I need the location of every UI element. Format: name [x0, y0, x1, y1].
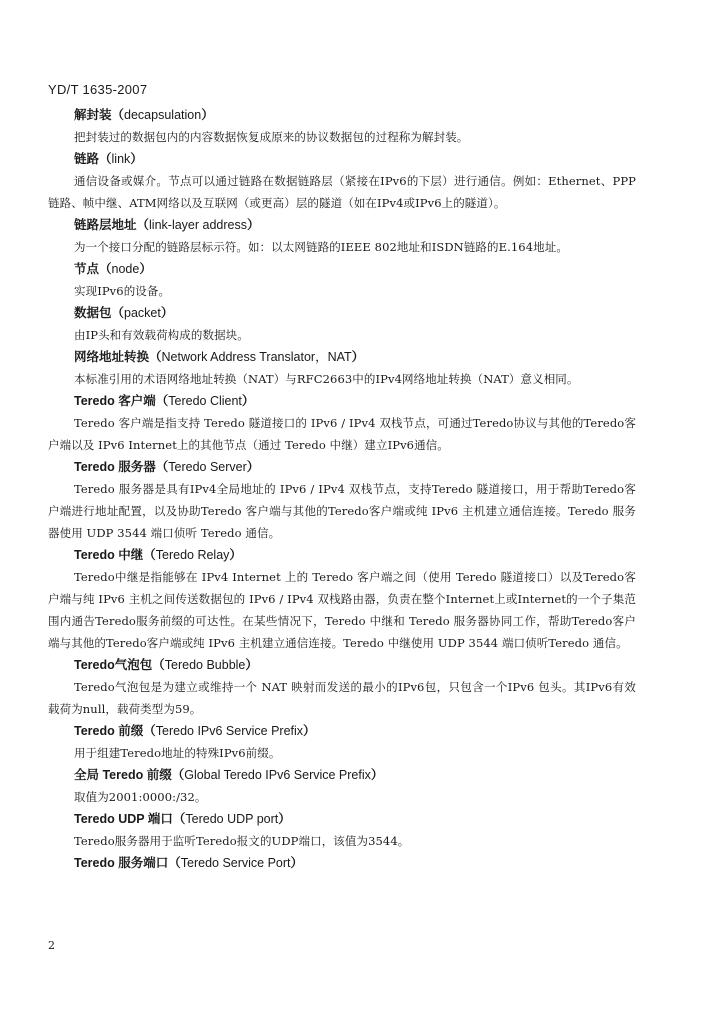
- term-zh: Teredo 前缀: [74, 724, 144, 738]
- term-zh: 链路层地址: [74, 218, 137, 232]
- term-zh: 全局 Teredo 前缀: [74, 768, 172, 782]
- term-definition: Teredo气泡包是为建立或维持一个 NAT 映射而发送的最小的IPv6包，只包含一个IPv6 包头。其IPv6有效载荷为null，载荷类型为59。: [48, 680, 636, 716]
- term-definition: 通信设备或媒介。节点可以通过链路在数据链路层（紧接在IPv6的下层）进行通信。例如：Ethernet、PPP链路、帧中继、ATM网络以及互联网（或更高）层的隧道（如在IPv4或IPv6上的隧道）。: [48, 174, 636, 210]
- term-heading: Teredo 客户端（Teredo Client）: [74, 394, 255, 408]
- term-definition: Teredo服务器用于监听Teredo报文的UDP端口，该值为3544。: [74, 834, 410, 848]
- standard-id: YD/T 1635-2007: [48, 82, 148, 97]
- term-zh: 数据包: [74, 306, 112, 320]
- term-en: Teredo Server: [168, 460, 247, 474]
- term-en: Teredo IPv6 Service Prefix: [155, 724, 304, 738]
- term-heading: Teredo 服务器（Teredo Server）: [74, 460, 260, 474]
- term-en: Teredo Client: [168, 394, 242, 408]
- term-heading: 网络地址转换（Network Address Translator，NAT）: [74, 350, 365, 364]
- term-zh: 节点: [74, 262, 100, 276]
- term-definition: 取值为2001:0000:/32。: [74, 790, 207, 804]
- term-heading: 数据包（packet）: [74, 306, 174, 320]
- term-definition: Teredo中继是指能够在 IPv4 Internet 上的 Teredo 客户端之间（使用 Teredo 隧道接口）以及Teredo客户端与纯 IPv6 主机之间传送数据包的 IPv6 / IPv4 双栈路由器，负责在整个Internet上或Internet的一个子集范围内通告Teredo服务前缀的可达性。在某些情况下，Teredo 中继和 Teredo 服务器协同工作，帮助Teredo客户端与其他的Teredo客户端或纯 IPv6 主机建立通信连接。Teredo 中继使用 UDP 3544 端口侦听Teredo 通信。: [48, 570, 636, 650]
- term-en: link-layer address: [149, 218, 247, 232]
- term-heading: 节点（node）: [74, 262, 152, 276]
- terms-list: [48, 104, 636, 874]
- term-zh: Teredo 服务器: [74, 460, 156, 474]
- term-en: Teredo Bubble: [164, 658, 246, 672]
- term-en: Teredo Relay: [155, 548, 230, 562]
- term-heading: Teredo UDP 端口（Teredo UDP port）: [74, 812, 291, 826]
- term-heading: Teredo 中继（Teredo Relay）: [74, 548, 242, 562]
- term-zh: Teredo UDP 端口: [74, 812, 173, 826]
- term-en: Teredo Service Port: [180, 856, 291, 870]
- term-zh: Teredo 服务端口: [74, 856, 169, 870]
- term-heading: 解封装（decapsulation）: [74, 108, 214, 122]
- term-definition: Teredo 客户端是指支持 Teredo 隧道接口的 IPv6 / IPv4 双栈节点，可通过Teredo协议与其他的Teredo客户端以及 IPv6 Internet上的其他节点（通过 Teredo 中继）建立IPv6通信。: [48, 416, 636, 452]
- term-zh: 网络地址转换: [74, 350, 150, 364]
- term-heading: Teredo 服务端口（Teredo Service Port）: [74, 856, 304, 870]
- term-en: Network Address Translator，NAT: [161, 350, 352, 364]
- term-definition: 实现IPv6的设备。: [74, 284, 171, 298]
- term-en: packet: [124, 306, 161, 320]
- term-zh: Teredo气泡包: [74, 658, 153, 672]
- term-heading: 全局 Teredo 前缀（Global Teredo IPv6 Service Prefix）: [74, 768, 384, 782]
- term-en: Global Teredo IPv6 Service Prefix: [184, 768, 371, 782]
- term-heading: Teredo气泡包（Teredo Bubble）: [74, 658, 258, 672]
- term-heading: 链路层地址（link-layer address）: [74, 218, 260, 232]
- term-en: decapsulation: [124, 108, 202, 122]
- term-zh: Teredo 客户端: [74, 394, 156, 408]
- term-en: Teredo UDP port: [185, 812, 279, 826]
- term-definition: Teredo 服务器是具有IPv4全局地址的 IPv6 / IPv4 双栈节点，支持Teredo 隧道接口，用于帮助Teredo客户端进行地址配置，以及协助Teredo 客户端与其他的Teredo客户端或纯 IPv6 主机建立通信连接。Teredo 服务器使用 UDP 3544 端口侦听 Teredo 通信。: [48, 482, 636, 540]
- term-en: node: [111, 262, 140, 276]
- term-heading: 链路（link）: [74, 152, 143, 166]
- term-zh: 链路: [74, 152, 100, 166]
- term-definition: 本标准引用的术语网络地址转换（NAT）与RFC2663中的IPv4网络地址转换（NAT）意义相同。: [74, 372, 579, 386]
- term-definition: 用于组建Teredo地址的特殊IPv6前缀。: [74, 746, 281, 760]
- page-number: 2: [48, 939, 55, 952]
- term-definition: 为一个接口分配的链路层标示符。如：以太网链路的IEEE 802地址和ISDN链路的E.164地址。: [74, 240, 568, 254]
- term-definition: 由IP头和有效载荷构成的数据块。: [74, 328, 249, 342]
- term-zh: 解封装: [74, 108, 112, 122]
- term-definition: 把封装过的数据包内的内容数据恢复成原来的协议数据包的过程称为解封装。: [74, 130, 469, 144]
- term-en: link: [111, 152, 131, 166]
- term-heading: Teredo 前缀（Teredo IPv6 Service Prefix）: [74, 724, 316, 738]
- term-zh: Teredo 中继: [74, 548, 144, 562]
